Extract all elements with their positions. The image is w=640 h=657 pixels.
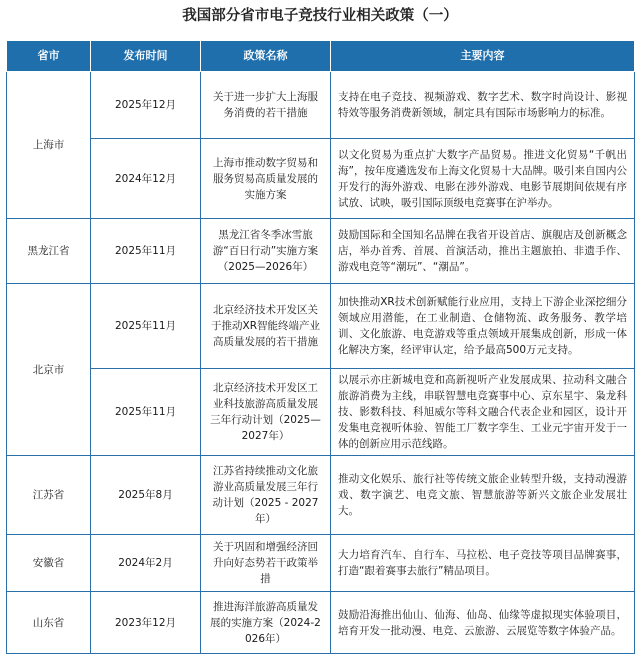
policy-name-cell: 关于进一步扩大上海服务消费的若干措施 [201,72,331,139]
table-row [7,369,635,456]
table-header-row [7,41,635,72]
region-cell: 江苏省 [7,456,91,535]
header-date: 发布时间 [91,41,201,72]
table-row [7,72,635,139]
region-cell: 安徽省 [7,535,91,592]
table-row [7,535,635,592]
date-cell: 2025年11月 [91,284,201,369]
date-cell: 2025年11月 [91,369,201,456]
table-row [7,284,635,369]
table-row [7,219,635,284]
table-row [7,139,635,219]
policy-name-cell: 黑龙江省冬季冰雪旅游“百日行动”实施方案（2025—2026年） [201,219,331,284]
policy-name-cell: 推进海洋旅游高质量发展的实施方案（2024-2026年） [201,592,331,654]
content-cell: 大力培育汽车、自行车、马拉松、电子竞技等项目品牌赛事，打造“跟着赛事去旅行”精品项目。 [331,535,635,592]
policy-name-cell: 上海市推动数字贸易和服务贸易高质量发展的实施方案 [201,139,331,219]
region-cell: 黑龙江省 [7,219,91,284]
content-cell: 以展示亦庄新城电竞和高新视听产业发展成果、拉动科文融合旅游消费为主线，串联智慧电竞赛事中心、京东星宇、枭龙科技、影数科技、科旭威尔等科文融合代表企业和园区，设计开发集电竞视听体验、智能工厂数字孪生、工业元宇宙开发于一体的创新应用示范线路。 [331,369,635,456]
policy-name-cell: 北京经济技术开发区关于推动XR智能终端产业高质量发展的若干措施 [201,284,331,369]
date-cell: 2024年2月 [91,535,201,592]
policy-table [6,40,635,654]
page-title: 我国部分省市电子竞技行业相关政策（一） [182,8,458,24]
table-row [7,456,635,535]
header-policy: 政策名称 [201,41,331,72]
table-row [7,592,635,654]
date-cell: 2023年12月 [91,592,201,654]
content-cell: 鼓励国际和全国知名品牌在我省开设首店、旗舰店及创新概念店，举办首秀、首展、首演活动，推出主题旅拍、非遗手作、游戏电竞等“潮玩”、“潮品”。 [331,219,635,284]
header-content: 主要内容 [331,41,635,72]
date-cell: 2024年12月 [91,139,201,219]
date-cell: 2025年8月 [91,456,201,535]
policy-name-cell: 关于巩固和增强经济回升向好态势若干政策举措 [201,535,331,592]
date-cell: 2025年11月 [91,219,201,284]
header-region: 省市 [7,41,91,72]
region-cell: 山东省 [7,592,91,654]
content-cell: 推动文化娱乐、旅行社等传统文旅企业转型升级，支持动漫游戏、数字演艺、电竞文旅、智慧旅游等新兴文旅企业发展壮大。 [331,456,635,535]
content-cell: 加快推动XR技术创新赋能行业应用，支持上下游企业深挖细分领域应用潜能，在工业制造、仓储物流、政务服务、教学培训、文化旅游、电竞游戏等重点领域开展集成创新，形成一体化解决方案，经评审认定，给予最高500万元支持。 [331,284,635,369]
content-cell: 以文化贸易为重点扩大数字产品贸易。推进文化贸易“千帆出海”，按年度遴选发布上海文化贸易十大品牌。吸引来自国内公开发行的海外游戏、电影在涉外游戏、电影节展期间依规有序试放、试映，吸引国际顶级电竞赛事在沪举办。 [331,139,635,219]
region-cell: 上海市 [7,72,91,219]
date-cell: 2025年12月 [91,72,201,139]
policy-name-cell: 北京经济技术开发区工业科技旅游高质量发展三年行动计划（2025—2027年） [201,369,331,456]
region-cell: 北京市 [7,284,91,456]
content-cell: 鼓励沿海推出仙山、仙海、仙岛、仙缘等虚拟现实体验项目，培育开发一批动漫、电竞、云旅游、云展览等数字体验产品。 [331,592,635,654]
policy-name-cell: 江苏省持续推动文化旅游业高质量发展三年行动计划（2025 - 2027年） [201,456,331,535]
content-cell: 支持在电子竞技、视频游戏、数字艺术、数字时尚设计、影视特效等服务消费新领域，制定具有国际市场影响力的标准。 [331,72,635,139]
